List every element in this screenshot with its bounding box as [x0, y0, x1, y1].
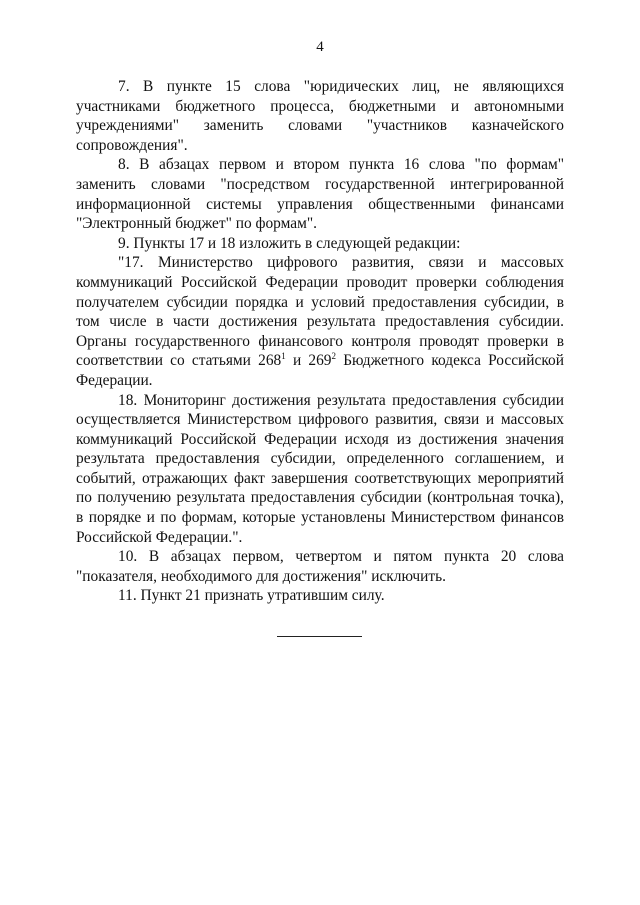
paragraph-17-text-start: "17. Министерство цифрового развития, связи и массовых коммуникаций Российской Федерации проводит проверки соблюдения получателем субсидии порядка и условий предоставления субсидии, в том числе в части достижения результата предоставления субсидии. Органы государственного финансового контроля проводят проверки в соответствии со статьями 268	[76, 254, 564, 370]
article-268-superscript: 1	[281, 351, 286, 362]
document-body	[76, 77, 564, 606]
paragraph-item-9: 9. Пункты 17 и 18 изложить в следующей редакции:	[118, 234, 461, 252]
paragraph-item-7: 7. В пункте 15 слова "юридических лиц, не являющихся участниками бюджетного процесса, бюджетными и автономными учреждениями" заменить словами "участников казначейского сопровождения".	[76, 78, 564, 154]
paragraph-17-text-middle: и 269	[285, 352, 332, 370]
article-269-superscript: 2	[331, 351, 336, 362]
quoted-paragraph-18: 18. Мониторинг достижения результата предоставления субсидии осуществляется Министерством цифрового развития, связи и массовых коммуникаций Российской Федерации исходя из достижения значения результата предоставления субсидии, определенного соглашением, и событий, отражающих факт завершения соответствующих мероприятий по получению результата предоставления субсидии (контрольная точка), в порядке и по формам, которые установлены Министерством финансов Российской Федерации.".	[76, 391, 564, 546]
end-of-document-rule	[277, 636, 362, 637]
paragraph-item-10: 10. В абзацах первом, четвертом и пятом пункта 20 слова "показателя, необходимого для достижения" исключить.	[76, 548, 564, 585]
paragraph-item-8: 8. В абзацах первом и втором пункта 16 слова "по формам" заменить словами "посредством государственной интегрированной информационной системы управления общественными финансами "Электронный бюджет" по формам".	[76, 156, 564, 233]
paragraph-item-11: 11. Пункт 21 признать утратившим силу.	[118, 587, 385, 605]
page-number: 4	[316, 39, 324, 55]
paragraph-17-text-end: Бюджетного кодекса Российской Федерации.	[76, 352, 564, 389]
quoted-paragraph-17	[76, 253, 564, 390]
